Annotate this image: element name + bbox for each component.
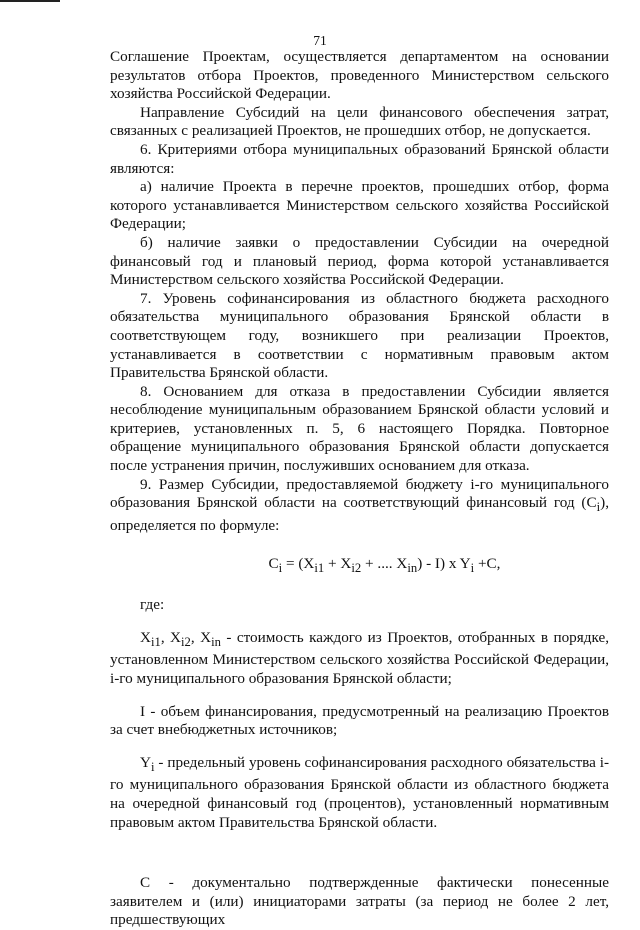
subsidy-formula bbox=[110, 555, 609, 578]
definition-i: I - объем финансирования, предусмотренный на реализацию Проектов за счет внебюджетных источников; bbox=[110, 702, 609, 739]
y-symbol: Y bbox=[140, 753, 151, 771]
paragraph-continuation: Соглашение Проектам, осуществляется департаментом на основании результатов отбора Проектов, проведенного Министерством сельского хозяйства Российской Федерации. bbox=[110, 48, 609, 103]
formula-xn-subscript: in bbox=[407, 561, 418, 576]
definition-x bbox=[110, 629, 609, 689]
definition-y bbox=[110, 754, 609, 832]
x-var-n-subscript: in bbox=[211, 634, 221, 649]
paragraph-item-7: 7. Уровень софинансирования из областного бюджета расходного обязательства муниципального образования Брянской области в соответствующем году, возникшего при реализации Проектов, устанавливается в соответствии с нормативным правовым актом Правительства Брянской области. bbox=[110, 289, 609, 382]
document-body bbox=[110, 48, 609, 930]
page-number: 71 bbox=[313, 33, 327, 48]
y-subscript: i bbox=[150, 759, 155, 774]
x-var-sep-1: , X bbox=[160, 628, 182, 646]
item-9-text: 9. Размер Субсидии, предоставляемой бюджету i-го муниципального образования Брянской области на соответствующий финансовый год (C bbox=[110, 475, 609, 512]
formula-plus: + X bbox=[324, 555, 352, 573]
definition-y-text: - предельный уровень софинансирования расходного обязательства i-го муниципального образования Брянской области из областного бюджета на очередной финансовый год (процентов), установленный нормативным правовым актом Правительства Брянской области. bbox=[110, 753, 609, 831]
definition-c: C - документально подтвержденные фактически понесенные заявителем и (или) инициаторами затраты (за период не более 2 лет, предшествующих bbox=[110, 874, 609, 929]
paragraph-item-6b: б) наличие заявки о предоставлении Субсидии на очередной финансовый год и плановый период, форма которой устанавливается Министерством сельского хозяйства Российской Федерации. bbox=[110, 233, 609, 289]
x-var-2-subscript: i2 bbox=[181, 634, 191, 649]
paragraph-item-8: 8. Основанием для отказа в предоставлении Субсидии является несоблюдение муниципальным образованием Брянской области условий и критериев, установленных п. 5, 6 настоящего Порядка. Повторное обращение муниципального образования Брянской области допускается после устранения причин, послуживших основанием для отказа. bbox=[110, 382, 609, 475]
x-var-1: X bbox=[140, 628, 151, 646]
formula-y-subscript: i bbox=[470, 561, 475, 576]
formula-x1-subscript: i1 bbox=[314, 561, 325, 576]
formula-eq-open: = (X bbox=[282, 555, 315, 573]
formula-dots: + .... X bbox=[361, 555, 408, 573]
item-9-end: ), определяется по формуле: bbox=[110, 494, 609, 534]
x-var-sep-2: , X bbox=[190, 628, 212, 646]
scan-corner-mark bbox=[0, 0, 60, 2]
item-9-subscript: i bbox=[596, 500, 601, 515]
definition-x-text: - стоимость каждого из Проектов, отобранных в порядке, установленном Министерством сельского хозяйства Российской Федерации, i-го муниципального образования Брянской области; bbox=[110, 628, 610, 687]
x-var-1-subscript: i1 bbox=[150, 634, 161, 649]
paragraph-item-6: 6. Критериями отбора муниципальных образований Брянской области являются: bbox=[110, 140, 609, 177]
paragraph-subsidy-direction: Направление Субсидий на цели финансового обеспечения затрат, связанных с реализацией Проектов, не прошедших отбор, не допускается. bbox=[110, 103, 609, 140]
formula-lhs: C bbox=[268, 555, 279, 573]
paragraph-item-6a: а) наличие Проекта в перечне проектов, прошедших отбор, форма которого устанавливается Министерством сельского хозяйства Российской Федерации; bbox=[110, 178, 609, 233]
formula-x2-subscript: i2 bbox=[351, 561, 362, 576]
paragraph-item-9 bbox=[110, 476, 609, 536]
where-label: где: bbox=[140, 596, 165, 614]
formula-lhs-subscript: i bbox=[278, 561, 283, 576]
formula-mid: ) - I) x Y bbox=[417, 555, 471, 573]
formula-tail: +C, bbox=[474, 555, 501, 573]
